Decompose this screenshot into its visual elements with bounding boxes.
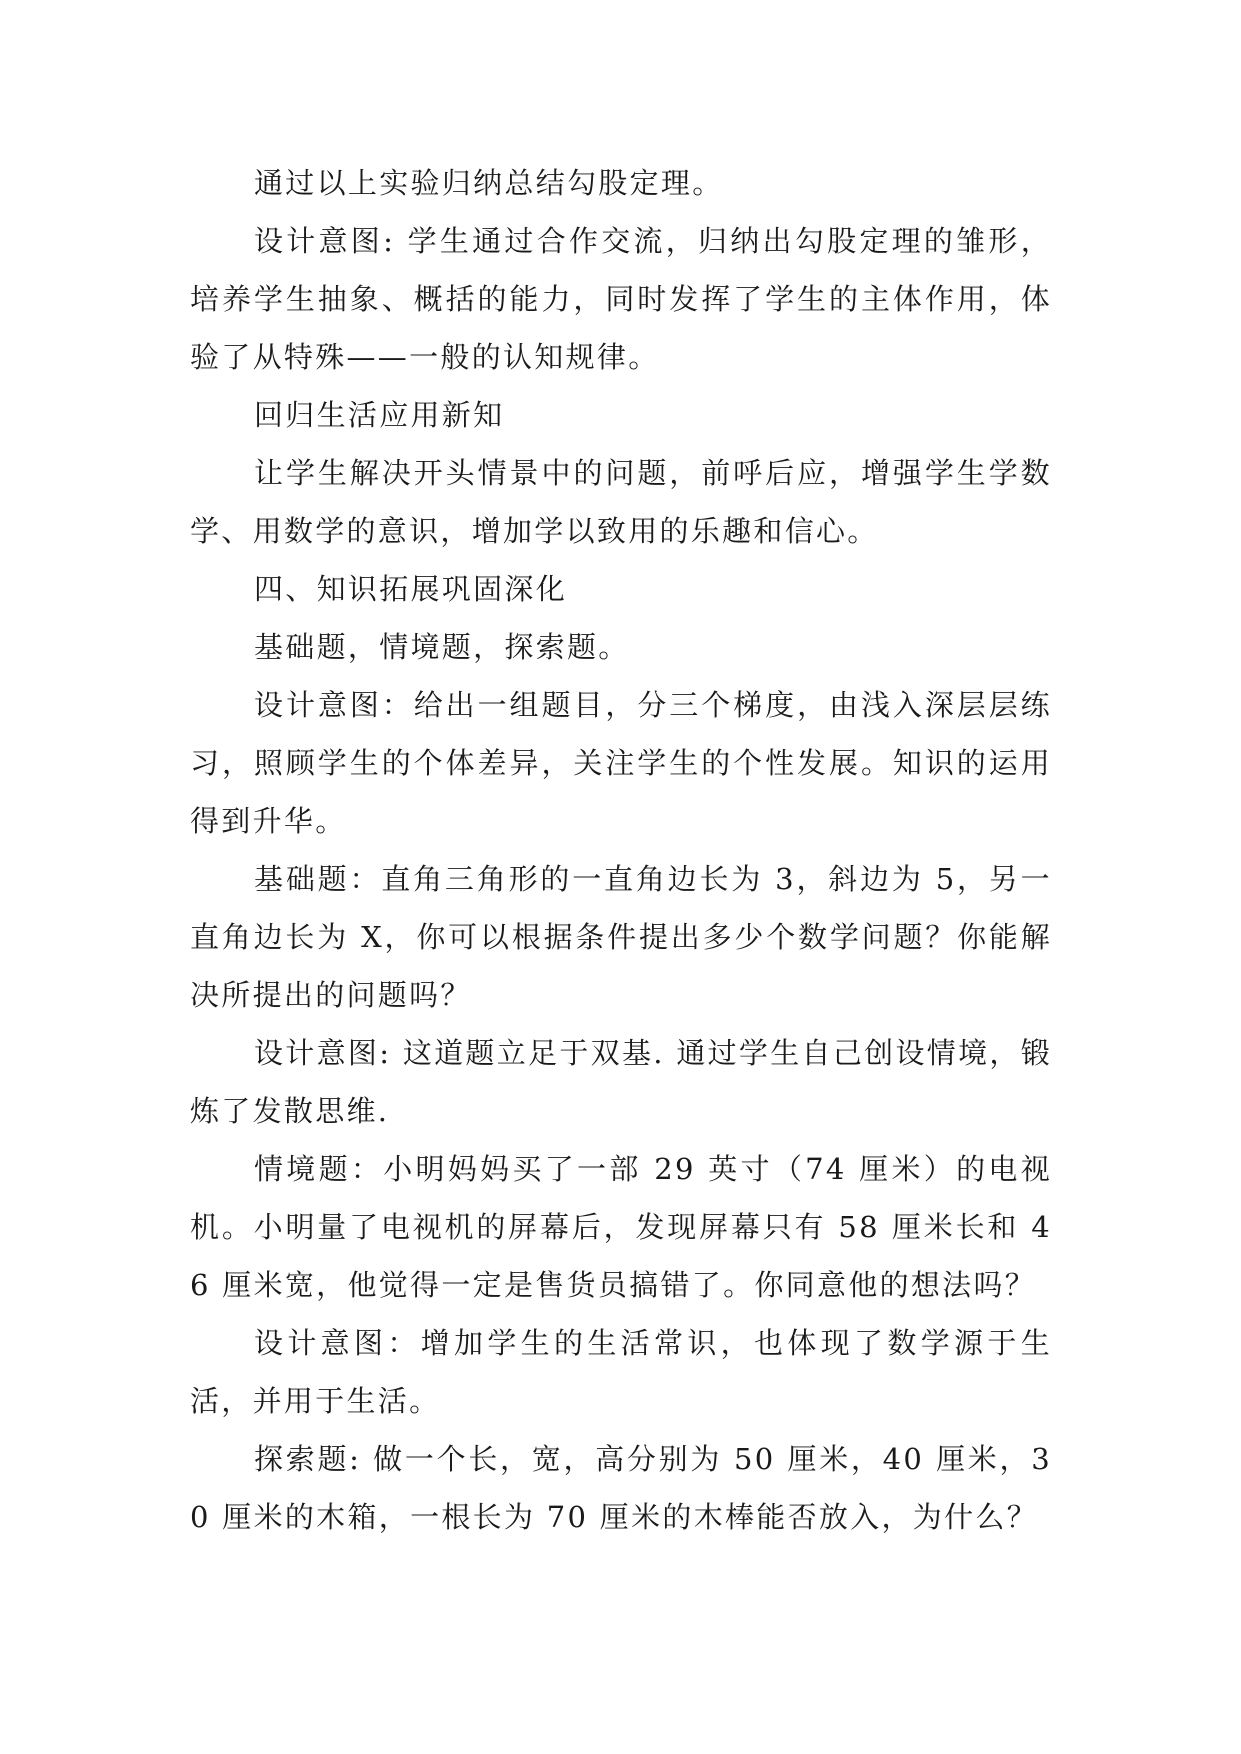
paragraph-design-intent-2: 设计意图：给出一组题目，分三个梯度，由浅入深层层练习，照顾学生的个体差异，关注学生的个性发展。知识的运用得到升华。 (190, 688, 1052, 838)
paragraph-question-types: 基础题，情境题，探索题。 (254, 630, 630, 664)
paragraph-design-intent-4: 设计意图：增加学生的生活常识，也体现了数学源于生活，并用于生活。 (190, 1326, 1052, 1418)
paragraph-conclusion: 通过以上实验归纳总结勾股定理。 (254, 166, 724, 200)
paragraph-design-intent-3: 设计意图: 这道题立足于双基. 通过学生自己创设情境，锻炼了发散思维. (190, 1036, 1052, 1128)
paragraph-exploration-question: 探索题: 做一个长，宽，高分别为 50 厘米，40 厘米，30 厘米的木箱，一根长为 70 厘米的木棒能否放入，为什么？ (190, 1442, 1052, 1534)
paragraph-design-intent-1: 设计意图: 学生通过合作交流，归纳出勾股定理的雏形，培养学生抽象、概括的能力，同时发挥了学生的主体作用，体验了从特殊——一般的认知规律。 (190, 224, 1052, 374)
paragraph-basic-question: 基础题：直角三角形的一直角边长为 3，斜边为 5，另一直角边长为 X，你可以根据条件提出多少个数学问题？你能解决所提出的问题吗？ (190, 862, 1052, 1012)
paragraph-life-application: 让学生解决开头情景中的问题，前呼后应，增强学生学数学、用数学的意识，增加学以致用的乐趣和信心。 (190, 456, 1052, 548)
section-heading-knowledge-expansion: 四、知识拓展巩固深化 (254, 572, 568, 606)
section-heading-life-application: 回归生活应用新知 (254, 398, 505, 432)
document-body (190, 154, 1052, 1546)
paragraph-situation-question: 情境题：小明妈妈买了一部 29 英寸（74 厘米）的电视机。小明量了电视机的屏幕后，发现屏幕只有 58 厘米长和 46 厘米宽，他觉得一定是售货员搞错了。你同意他的想法吗？ (190, 1152, 1052, 1302)
